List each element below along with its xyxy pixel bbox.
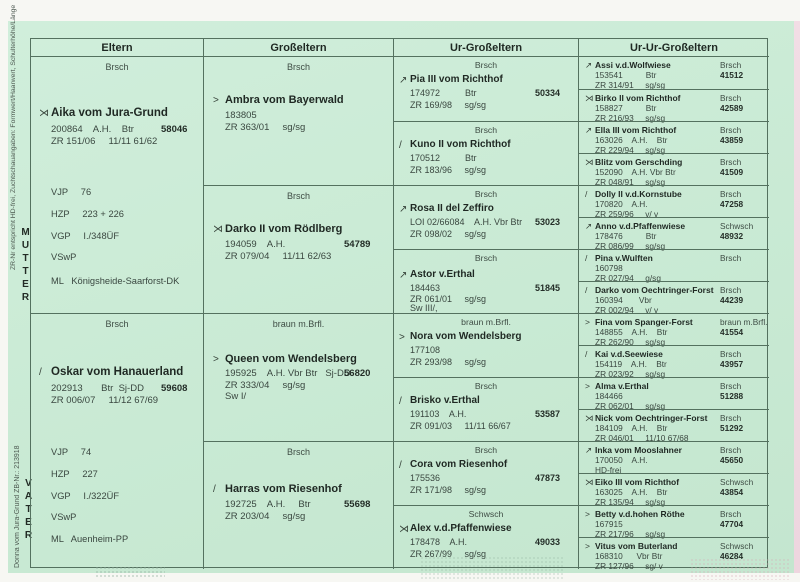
pedigree-mark: ↗: [585, 221, 593, 231]
column-header-grosseltern: Großeltern: [203, 39, 393, 57]
breed-label: Brsch: [720, 445, 742, 455]
registration-line: 163026 A.H. Btr: [595, 135, 668, 145]
zb-number: 47873: [535, 473, 561, 483]
great-great-grandparent-cell-3: [579, 121, 769, 153]
zb-number: 41554: [720, 327, 744, 337]
registration-line: 192725 A.H. Btr: [225, 499, 311, 510]
zb-number: 45650: [720, 455, 744, 465]
breed-label: Schwsch: [720, 541, 754, 551]
great-grandparent-cell-5: [394, 313, 578, 377]
test-hzp: HZP 227: [51, 469, 98, 479]
great-great-grandparent-cell-6: [579, 217, 769, 249]
registration-line: 160394 Vbr: [595, 295, 652, 305]
zr-line: HD-frei: [595, 465, 622, 475]
pedigree-mark: >: [399, 332, 405, 343]
zr-line: ZR 091/03 11/11 66/67: [410, 421, 511, 431]
dog-name: Pina v.Wulften: [595, 253, 653, 263]
pedigree-mark: /: [213, 484, 216, 495]
dog-name: Nick vom Oechtringer-Forst: [595, 413, 708, 423]
pedigree-mark: /: [585, 189, 588, 199]
column-header-eltern: Eltern: [31, 39, 203, 57]
registration-line: 184463: [410, 283, 441, 293]
breed-label: Brsch: [720, 189, 742, 199]
column-eltern: [31, 57, 203, 569]
zb-number: 50334: [535, 88, 561, 98]
zr-line: ZR 229/94 sg/sg: [595, 145, 666, 155]
great-great-grandparent-cell-11: [579, 377, 769, 409]
great-great-grandparent-cell-15: [579, 505, 769, 537]
zb-number: 46284: [720, 551, 744, 561]
scan-noise: [95, 566, 165, 578]
great-grandparent-cell-4: [394, 249, 578, 313]
test-vgp: VGP I./348ÜF: [51, 231, 120, 241]
zb-number: 42589: [720, 103, 744, 113]
registration-line: 158827 Btr: [595, 103, 657, 113]
pedigree-table: [30, 38, 768, 571]
scan-noise: [690, 558, 790, 580]
dog-name: Rosa II del Zeffiro: [410, 203, 494, 214]
breed-label: braun m.Brfl.: [720, 317, 768, 327]
zr-line: ZR 183/96 sg/sg: [410, 165, 487, 175]
dog-name: Pia III vom Richthof: [410, 74, 503, 85]
registration-line: 178478 A.H.: [410, 537, 468, 547]
zb-number: 53023: [535, 217, 561, 227]
column-ur-ur-grosseltern: [578, 57, 769, 569]
registration-line: 178476 Btr: [595, 231, 657, 241]
dog-name: Kai v.d.Seewiese: [595, 349, 663, 359]
breed-label: Brsch: [474, 445, 498, 455]
breed-label: Brsch: [286, 62, 310, 72]
zb-number: 55698: [344, 499, 371, 510]
dog-name: Inka vom Mooslahner: [595, 445, 682, 455]
breed-label: Brsch: [720, 157, 742, 167]
pedigree-mark: ↗: [399, 270, 408, 281]
test-vswp: VSwP: [51, 252, 77, 262]
scan-edge-strip: [794, 21, 800, 573]
great-great-grandparent-cell-8: [579, 281, 769, 313]
dog-name: Betty v.d.hohen Röthe: [595, 509, 685, 519]
pedigree-mark: ↗: [399, 204, 408, 215]
zr-line: ZR 027/94 g/sg: [595, 273, 661, 283]
breed-label: Brsch: [720, 381, 742, 391]
registration-line: 177108: [410, 345, 441, 355]
zr-line: ZR 293/98 sg/sg: [410, 357, 487, 367]
great-grandparent-cell-3: [394, 185, 578, 249]
dog-name: Darko II vom Rödlberg: [225, 223, 343, 235]
breed-label: Brsch: [286, 447, 310, 457]
dog-name: Ella III vom Richthof: [595, 125, 677, 135]
pedigree-mark: >: [585, 317, 590, 327]
great-great-grandparent-cell-14: [579, 473, 769, 505]
registration-line: 183805: [225, 110, 257, 121]
column-header-ur-grosseltern: Ur-Großeltern: [393, 39, 578, 57]
dog-name: Aika vom Jura-Grund: [51, 107, 168, 119]
dog-name: Brisko v.Erthal: [410, 395, 480, 406]
zb-number: 58046: [161, 124, 188, 135]
scan-noise: [420, 556, 565, 580]
registration-line: 167915: [595, 519, 623, 529]
pedigree-mark: ↗: [399, 75, 408, 86]
grandparent-cell-1: [204, 57, 393, 185]
pedigree-mark: >: [585, 541, 590, 551]
zb-number: 43957: [720, 359, 744, 369]
column-ur-grosseltern: [393, 57, 578, 569]
breed-label: Brsch: [474, 60, 498, 70]
registration-line: 184466: [595, 391, 623, 401]
pedigree-mark: ↗: [585, 60, 593, 70]
great-great-grandparent-cell-4: [579, 153, 769, 185]
zb-number: 43854: [720, 487, 744, 497]
zr-line: ZR 203/04 sg/sg: [225, 511, 306, 522]
dog-name: Blitz vom Gerschding: [595, 157, 683, 167]
great-great-grandparent-cell-5: [579, 185, 769, 217]
dog-name: Dolly II v.d.Kornstube: [595, 189, 682, 199]
zb-number: 54789: [344, 239, 371, 250]
ml-line: ML Königsheide-Saarforst-DK: [51, 276, 180, 286]
pedigree-mark: /: [399, 140, 402, 151]
breed-label: braun m.Brfl.: [272, 319, 325, 329]
margin-note-zr: ZR-Nr entspricht HD-frei, Zuchtschauangaben: Formwert/Haarwert, Schulterhöhe/Länge: [10, 4, 17, 270]
zb-number: 47258: [720, 199, 744, 209]
dog-name: Nora vom Wendelsberg: [410, 331, 522, 342]
zr-line: ZR 023/92 sg/sg: [595, 369, 666, 379]
great-grandparent-cell-7: [394, 441, 578, 505]
zr-line: ZR 169/98 sg/sg: [410, 100, 487, 110]
zb-number: 56820: [344, 368, 371, 379]
dog-name: Alma v.Erthal: [595, 381, 649, 391]
test-vgp: VGP I./322ÜF: [51, 491, 120, 501]
dog-name: Kuno II vom Richthof: [410, 139, 511, 150]
registration-line: 160798: [595, 263, 623, 273]
great-great-grandparent-cell-1: [579, 57, 769, 89]
pedigree-mark: /: [585, 349, 588, 359]
dog-name: Birko II vom Richthof: [595, 93, 681, 103]
breed-label: Schwsch: [468, 509, 504, 519]
zb-number: 49033: [535, 537, 561, 547]
zb-number: 51845: [535, 283, 561, 293]
zr-line: ZR 086/99 sg/sg: [595, 241, 666, 251]
dog-name: Ambra vom Bayerwald: [225, 94, 344, 106]
zr-line: ZR 151/06 11/11 61/62: [51, 136, 158, 147]
zb-number: 53587: [535, 409, 561, 419]
great-grandparent-cell-1: [394, 57, 578, 121]
breed-label: Schwsch: [720, 221, 754, 231]
mother-label: MUTTER: [20, 227, 31, 305]
breed-label: Brsch: [720, 253, 742, 263]
breed-label: Brsch: [720, 93, 742, 103]
breed-label: Brsch: [720, 349, 742, 359]
zb-number: 41512: [720, 70, 744, 80]
zr-line: ZR 217/96 sg/sg: [595, 529, 666, 539]
registration-line: 191103 A.H.: [410, 409, 467, 419]
breed-label: Brsch: [105, 62, 129, 72]
dog-name: Queen vom Wendelsberg: [225, 353, 357, 365]
registration-line: 170820 A.H.: [595, 199, 648, 209]
great-great-grandparent-cell-10: [579, 345, 769, 377]
breed-label: Brsch: [720, 285, 742, 295]
extra-line: Sw III/,: [410, 303, 438, 313]
zb-number: 43859: [720, 135, 744, 145]
breed-label: Brsch: [474, 253, 498, 263]
dog-name: Assi v.d.Wolfwiese: [595, 60, 671, 70]
pedigree-mark: /: [399, 460, 402, 471]
zr-line: ZR 262/90 sg/sg: [595, 337, 666, 347]
registration-line: 174972 Btr: [410, 88, 477, 98]
test-vswp: VSwP: [51, 512, 77, 522]
test-hzp: HZP 223 + 226: [51, 209, 124, 219]
zr-line: ZR 171/98 sg/sg: [410, 485, 487, 495]
pedigree-mark: ⋊: [585, 157, 594, 167]
registration-line: 153541 Btr: [595, 70, 657, 80]
breed-label: Brsch: [720, 125, 742, 135]
zr-line: ZR 048/91 sg/sg: [595, 177, 666, 187]
registration-line: 170050 A.H.: [595, 455, 648, 465]
dog-name: Alex v.d.Pfaffenwiese: [410, 523, 512, 534]
breed-label: Brsch: [474, 125, 498, 135]
breed-label: Brsch: [720, 509, 742, 519]
zb-number: 44239: [720, 295, 744, 305]
registration-line: LOI 02/66084 A.H. Vbr Btr: [410, 217, 523, 227]
great-great-grandparent-cell-2: [579, 89, 769, 121]
column-header-ur-ur-grosseltern: Ur-Ur-Großeltern: [578, 39, 769, 57]
registration-line: 194059 A.H.: [225, 239, 286, 250]
zr-line: ZR 333/04 sg/sg: [225, 380, 306, 391]
registration-line: 202913 Btr Sj-DD: [51, 383, 144, 394]
pedigree-mark: >: [585, 381, 590, 391]
zr-line: ZR 363/01 sg/sg: [225, 122, 306, 133]
zr-line: ZR 127/96 sg/ v: [595, 561, 663, 571]
registration-line: 152090 A.H. Vbr Btr: [595, 167, 676, 177]
pedigree-mark: /: [585, 285, 588, 295]
pedigree-mark: ⋊: [213, 224, 223, 235]
zr-line: ZR 314/91 sg/sg: [595, 80, 666, 90]
great-grandparent-cell-2: [394, 121, 578, 185]
registration-line: 148855 A.H. Btr: [595, 327, 668, 337]
great-great-grandparent-cell-13: [579, 441, 769, 473]
registration-line: 170512 Btr: [410, 153, 477, 163]
zr-line: ZR 062/01 sg/sg: [595, 401, 666, 411]
ml-line: ML Auenheim-PP: [51, 534, 129, 544]
dog-name: Cora vom Riesenhof: [410, 459, 508, 470]
dog-name: Darko vom Oechtringer-Forst: [595, 285, 714, 295]
registration-line: 168310 Vbr Btr: [595, 551, 663, 561]
zr-line: ZR 216/93 sg/sg: [595, 113, 666, 123]
breed-label: Brsch: [720, 60, 742, 70]
zr-line: ZR 002/94 v/ v: [595, 305, 659, 315]
dog-name: Fina vom Spanger-Forst: [595, 317, 693, 327]
zr-line: ZR 267/99 sg/sg: [410, 549, 487, 559]
zb-number: 48932: [720, 231, 744, 241]
breed-label: Brsch: [286, 191, 310, 201]
breed-label: braun m.Brfl.: [461, 317, 511, 327]
zb-number: 59608: [161, 383, 188, 394]
breed-label: Brsch: [474, 189, 498, 199]
breed-label: Brsch: [720, 413, 742, 423]
registration-line: 195925 A.H. Vbr Btr Sj-DD: [225, 368, 351, 379]
pedigree-mark: /: [39, 367, 42, 378]
dog-name: Astor v.Erthal: [410, 269, 475, 280]
great-great-grandparent-cell-7: [579, 249, 769, 281]
zr-line: ZR 006/07 11/12 67/69: [51, 395, 159, 406]
zr-line: ZR 259/96 v/ v: [595, 209, 659, 219]
registration-line: 175536: [410, 473, 441, 483]
pedigree-mark: /: [585, 253, 588, 263]
zb-number: 47704: [720, 519, 744, 529]
margin-note-dog-id: Donna vom Jura-Grund ZB-Nr.: 213918: [14, 445, 21, 568]
grandparent-cell-3: [204, 313, 393, 441]
pedigree-mark: ⋊: [585, 413, 594, 423]
registration-line: 154119 A.H. Btr: [595, 359, 667, 369]
pedigree-mark: ⋊: [585, 93, 594, 103]
great-great-grandparent-cell-12: [579, 409, 769, 441]
pedigree-mark: /: [399, 396, 402, 407]
breed-label: Brsch: [105, 319, 129, 329]
great-grandparent-cell-6: [394, 377, 578, 441]
registration-line: 184109 A.H. Btr: [595, 423, 668, 433]
dog-name: Harras vom Riesenhof: [225, 483, 342, 495]
zr-line: ZR 135/94 sg/sg: [595, 497, 666, 507]
zb-number: 51288: [720, 391, 744, 401]
zb-number: 51292: [720, 423, 744, 433]
pedigree-mark: ⋊: [399, 524, 409, 535]
registration-line: 200864 A.H. Btr: [51, 124, 134, 135]
pedigree-mark: ⋊: [585, 477, 594, 487]
pedigree-mark: ↗: [585, 445, 593, 455]
dog-name: Vitus vom Buterland: [595, 541, 678, 551]
extra-line: Sw I/: [225, 391, 247, 402]
grandparent-cell-4: [204, 441, 393, 569]
father-label: VATER: [23, 478, 34, 543]
zr-line: ZR 046/01 11/10 67/68: [595, 433, 689, 443]
dog-name: Oskar vom Hanauerland: [51, 366, 184, 378]
zr-line: ZR 061/01 sg/sg: [410, 294, 487, 304]
dog-name: Anno v.d.Pfaffenwiese: [595, 221, 686, 231]
zr-line: ZR 079/04 11/11 62/63: [225, 251, 332, 262]
registration-line: 163025 A.H. Btr: [595, 487, 668, 497]
zr-line: ZR 098/02 sg/sg: [410, 229, 487, 239]
pedigree-mark: ↗: [585, 125, 593, 135]
test-vjp: VJP 76: [51, 187, 92, 197]
column-grosseltern: [203, 57, 393, 569]
zb-number: 41509: [720, 167, 744, 177]
great-great-grandparent-cell-9: [579, 313, 769, 345]
pedigree-cell-father: [31, 313, 203, 569]
dog-name: Eiko III vom Richthof: [595, 477, 680, 487]
pedigree-mark: >: [213, 95, 219, 106]
pedigree-mark: ⋊: [39, 108, 49, 119]
pedigree-mark: >: [585, 509, 590, 519]
pedigree-mark: >: [213, 354, 219, 365]
grandparent-cell-2: [204, 185, 393, 313]
breed-label: Schwsch: [720, 477, 754, 487]
test-vjp: VJP 74: [51, 447, 92, 457]
breed-label: Brsch: [474, 381, 498, 391]
pedigree-cell-mother: [31, 57, 203, 313]
